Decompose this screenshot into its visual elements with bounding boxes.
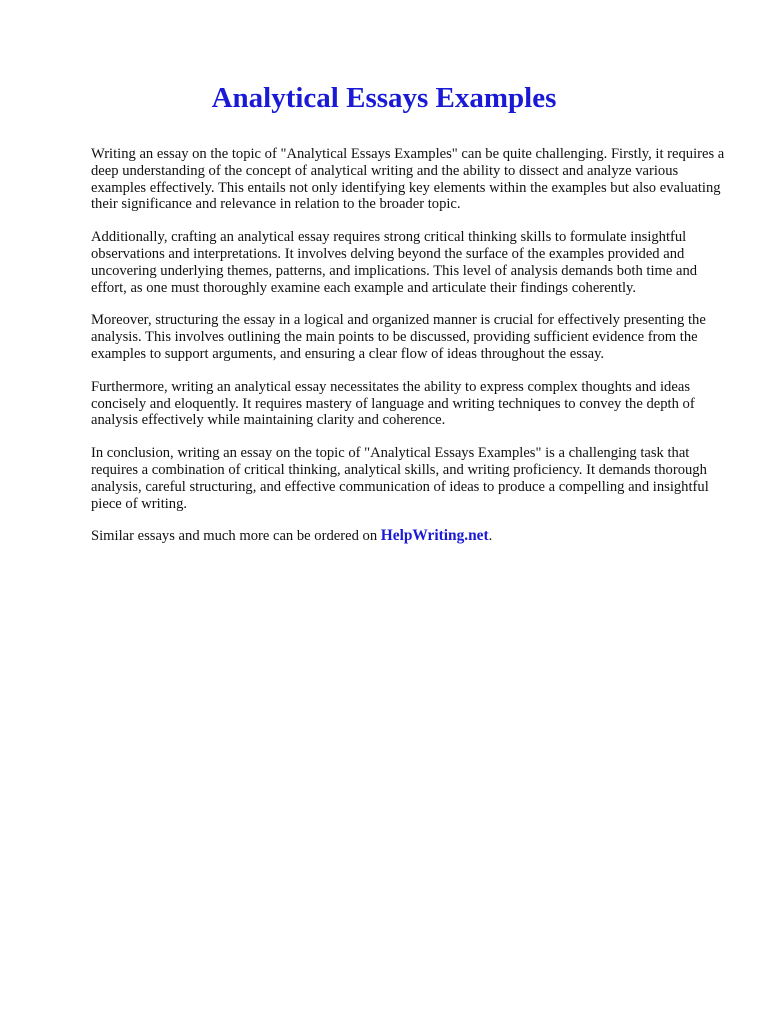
essay-body	[91, 146, 731, 545]
footer-suffix: .	[488, 528, 493, 545]
paragraph-3: Moreover, structuring the essay in a logical and organized manner is crucial for effectively presenting the analysis. This involves outlining the main points to be discussed, providing sufficient evidence from the examples to support arguments, and ensuring a clear flow of ideas throughout the essay.	[91, 312, 706, 362]
footer-line	[91, 528, 731, 545]
paragraph-5: In conclusion, writing an essay on the topic of "Analytical Essays Examples" is a challenging task that requires a combination of critical thinking, analytical skills, and writing proficiency. It demands thorough analysis, careful structuring, and effective communication of ideas to produce a compelling and insightful piece of writing.	[91, 445, 709, 512]
paragraph-4: Furthermore, writing an analytical essay necessitates the ability to express complex thoughts and ideas concisely and eloquently. It requires mastery of language and writing techniques to convey the depth of analysis effectively while maintaining clarity and coherence.	[91, 378, 695, 429]
page-title: Analytical Essays Examples	[211, 82, 557, 114]
paragraph-1: Writing an essay on the topic of "Analytical Essays Examples" can be quite challenging. Firstly, it requires a deep understanding of the concept of analytical writing and the ability to dissect and analyze various examples effectively. This entails not only identifying key elements within the examples but also evaluating their significance and relevance in relation to the broader topic.	[91, 146, 725, 213]
footer-prefix: Similar essays and much more can be ordered on	[91, 528, 381, 545]
helpwriting-link[interactable]: HelpWriting.net	[380, 527, 489, 545]
paragraph-2: Additionally, crafting an analytical essay requires strong critical thinking skills to formulate insightful observations and interpretations. It involves delving beyond the surface of the examples provided and uncovering underlying themes, patterns, and implications. This level of analysis demands both time and effort, as one must thoroughly examine each example and articulate their findings coherently.	[91, 229, 698, 296]
